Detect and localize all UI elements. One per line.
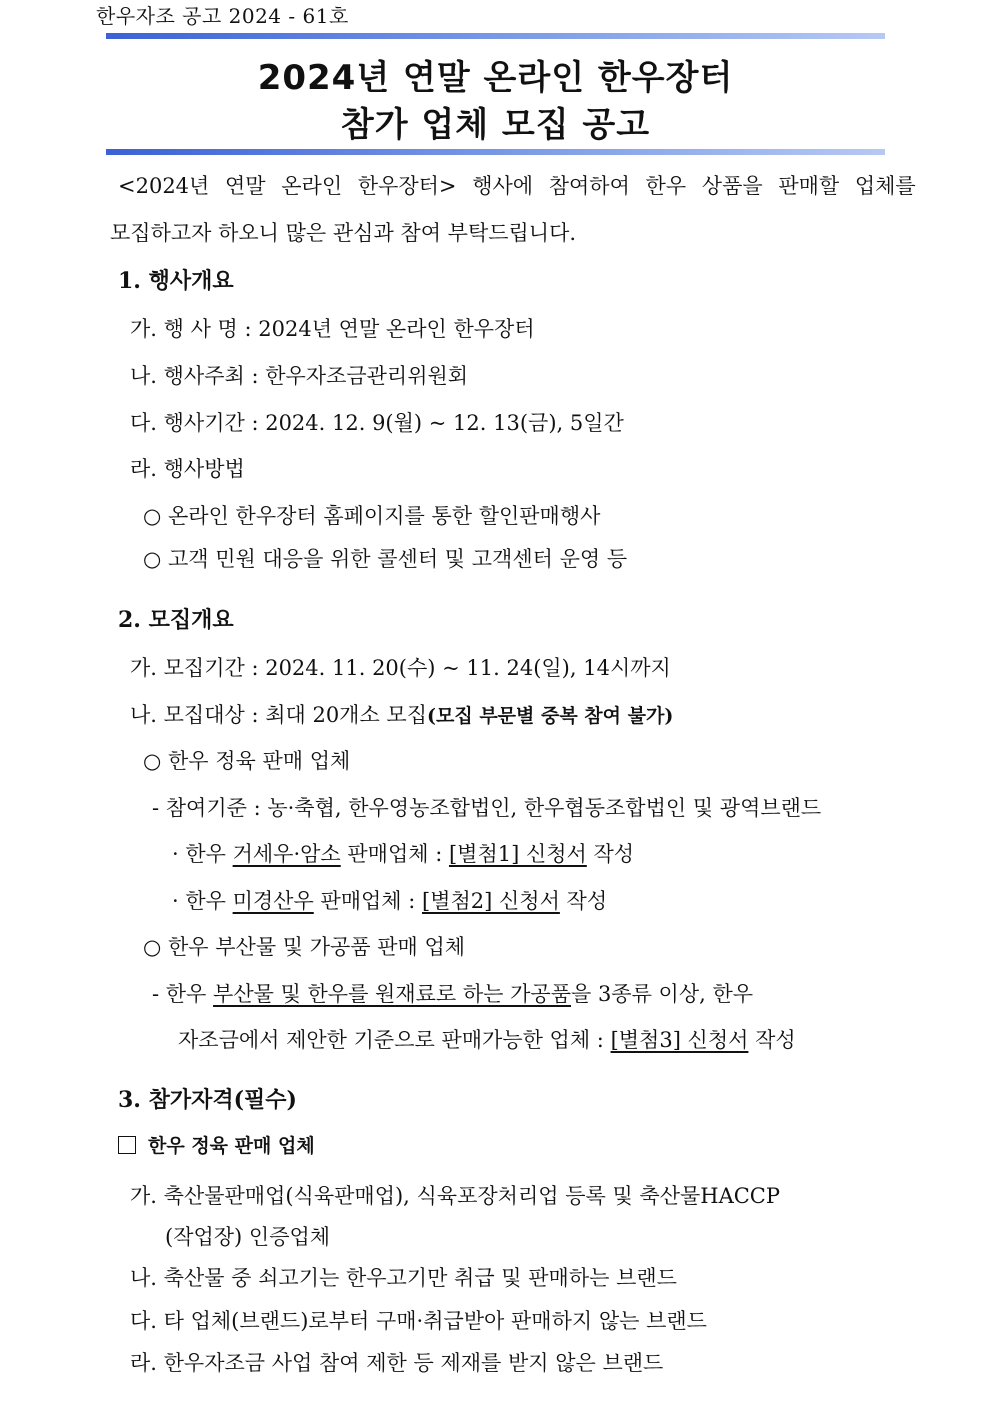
- document-number: 한우자조 공고 2024 - 61호: [96, 4, 349, 28]
- section-3-heading: 3. 참가자격(필수): [118, 1087, 297, 1113]
- attachment-1-link[interactable]: [별첨1] 신청서: [448, 842, 587, 866]
- sub-item-2-prefix: · 한우: [172, 889, 233, 913]
- attachment-3-link[interactable]: [별첨3] 신청서: [610, 1028, 749, 1052]
- title-line-1: 2024년 연말 온라인 한우장터: [257, 58, 734, 98]
- category-byproduct: ○ 한우 부산물 및 가공품 판매 업체: [143, 935, 466, 959]
- byproduct-line-2-suffix: 작성: [748, 1028, 796, 1052]
- event-host: 나. 행사주최 : 한우자조금관리위원회: [130, 364, 469, 388]
- byproduct-line-2-text: 자조금에서 제안한 기준으로 판매가능한 업체 :: [178, 1028, 611, 1052]
- method-bullet-1: ○ 온라인 한우장터 홈페이지를 통한 할인판매행사: [143, 504, 601, 528]
- sub-item-1-type: 거세우·암소: [232, 842, 341, 866]
- title-line-2: 참가 업체 모집 공고: [340, 105, 651, 145]
- qualification-title: 한우 정육 판매 업체: [148, 1135, 315, 1157]
- qualification-box-title: [118, 1131, 315, 1158]
- category-meat: ○ 한우 정육 판매 업체: [143, 749, 351, 773]
- top-rule: [106, 33, 885, 39]
- attachment-2-link[interactable]: [별첨2] 신청서: [422, 889, 560, 913]
- recruit-target-note: (모집 부문별 중복 참여 불가): [427, 705, 674, 727]
- checkbox-icon: [118, 1136, 136, 1154]
- qualification-c: 다. 타 업체(브랜드)로부터 구매·취급받아 판매하지 않는 브랜드: [130, 1309, 707, 1333]
- qualification-a-line-2: (작업장) 인증업체: [165, 1225, 331, 1249]
- byproduct-criteria-line-1: [152, 978, 753, 1008]
- qualification-b: 나. 축산물 중 쇠고기는 한우고기만 취급 및 판매하는 브랜드: [130, 1266, 677, 1290]
- byproduct-rest: 을 3종류 이상, 한우: [570, 982, 754, 1006]
- recruit-target: [130, 699, 673, 729]
- sub-item-1-prefix: · 한우: [172, 842, 233, 866]
- section-2-heading: 2. 모집개요: [118, 607, 234, 633]
- sub-item-2: [172, 885, 607, 915]
- event-method: 라. 행사방법: [130, 457, 245, 481]
- bottom-rule: [106, 149, 885, 155]
- byproduct-prefix: - 한우: [152, 982, 214, 1006]
- sub-item-1: [172, 838, 634, 868]
- participation-criteria: - 참여기준 : 농·축협, 한우영농조합법인, 한우협동조합법인 및 광역브랜드: [152, 796, 822, 820]
- recruit-period: 가. 모집기간 : 2024. 11. 20(수) ~ 11. 24(일), 14시까지: [130, 656, 671, 680]
- sub-item-2-suffix: 작성: [559, 889, 608, 913]
- intro-line-1: <2024년 연말 온라인 한우장터> 행사에 참여하여 한우 상품을 판매할 업체를: [118, 174, 916, 198]
- event-period: 다. 행사기간 : 2024. 12. 9(월) ~ 12. 13(금), 5일간: [130, 411, 624, 435]
- qualification-d: 라. 한우자조금 사업 참여 제한 등 제재를 받지 않은 브랜드: [130, 1351, 664, 1375]
- byproduct-criteria-line-2: [178, 1024, 796, 1054]
- sub-item-1-suffix: 작성: [586, 842, 635, 866]
- intro-line-2: 모집하고자 하오니 많은 관심과 참여 부탁드립니다.: [110, 221, 577, 245]
- recruit-target-text: 나. 모집대상 : 최대 20개소 모집: [130, 703, 427, 727]
- event-name: 가. 행 사 명 : 2024년 연말 온라인 한우장터: [130, 317, 535, 341]
- sub-item-2-type: 미경산우: [232, 889, 314, 913]
- sub-item-2-mid: 판매업체 :: [313, 889, 423, 913]
- byproduct-underlined: 부산물 및 한우를 원재료로 하는 가공품: [213, 982, 571, 1006]
- sub-item-1-mid: 판매업체 :: [340, 842, 449, 866]
- method-bullet-2: ○ 고객 민원 대응을 위한 콜센터 및 고객센터 운영 등: [143, 547, 628, 571]
- qualification-a-line-1: 가. 축산물판매업(식육판매업), 식육포장처리업 등록 및 축산물HACCP: [130, 1184, 781, 1208]
- section-1-heading: 1. 행사개요: [118, 268, 234, 294]
